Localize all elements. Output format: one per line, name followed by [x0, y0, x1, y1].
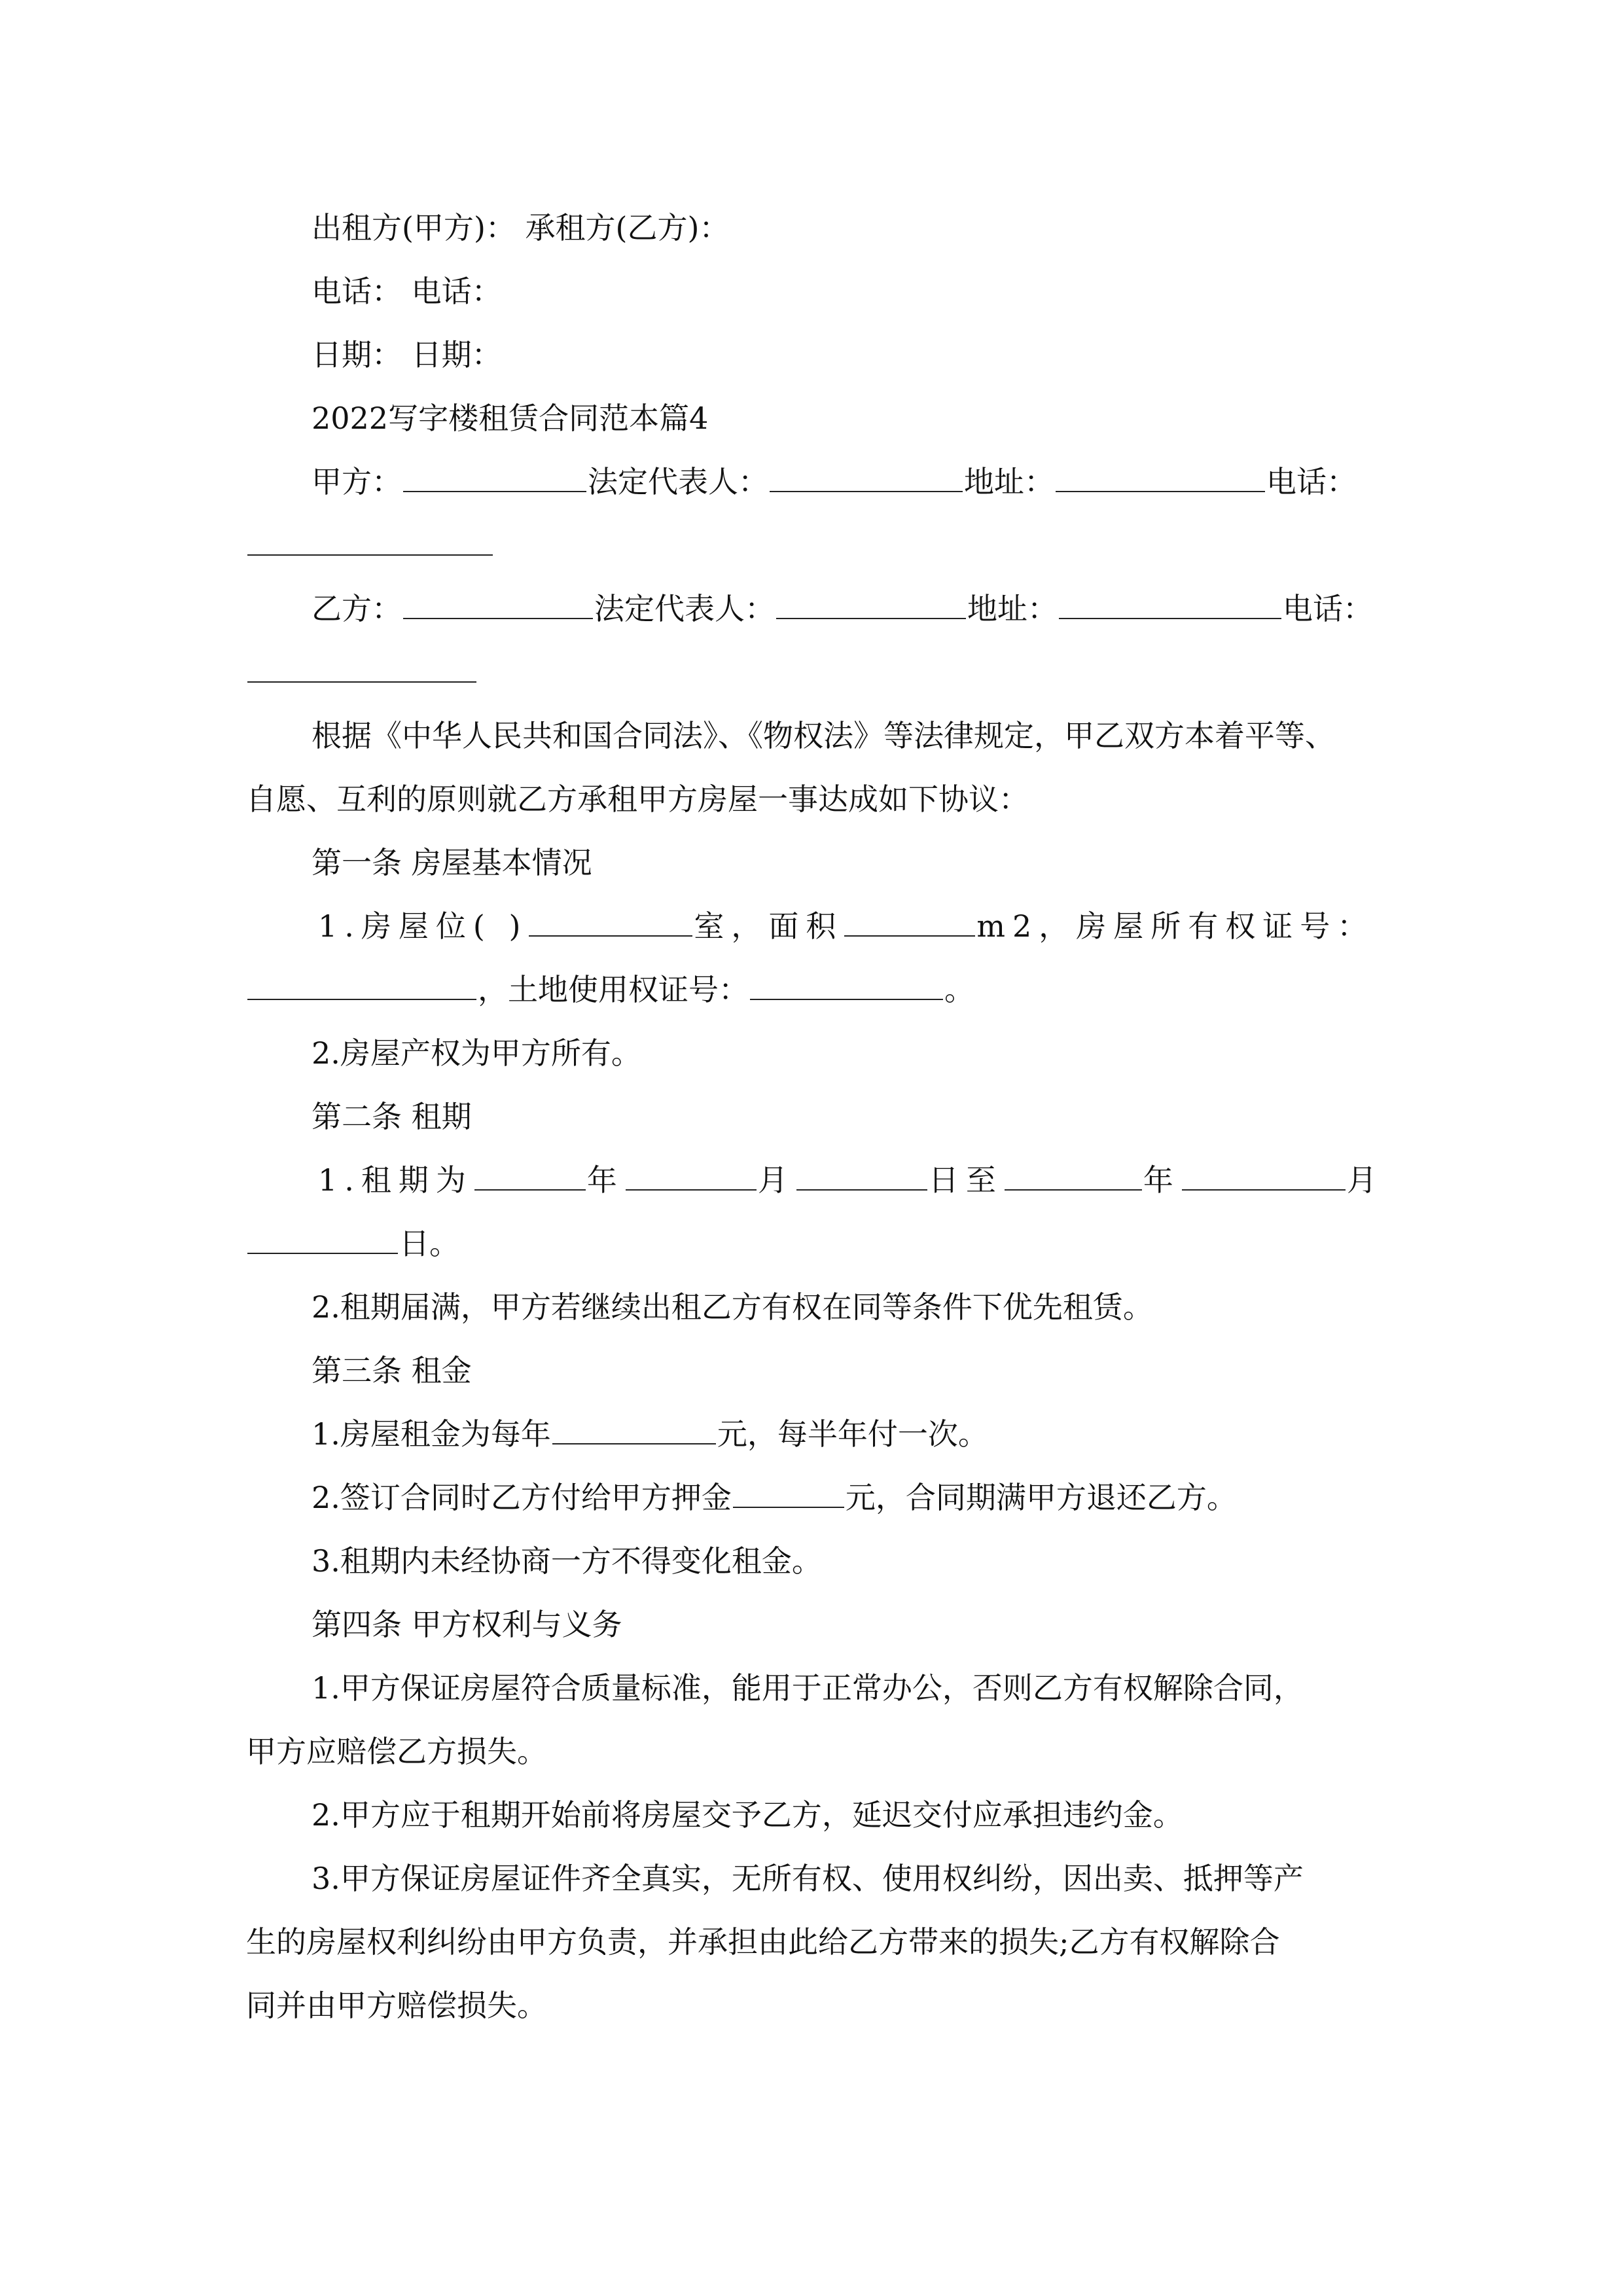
annual-rent-blank	[552, 1409, 716, 1444]
land-cert-label: ，土地使用权证号：	[478, 972, 749, 1007]
article-1-item-2: 2.房屋产权为甲方所有。	[312, 1035, 641, 1071]
term-label: 1.租期为	[318, 1162, 473, 1198]
party-a-addr-label: 地址：	[964, 464, 1054, 499]
party-a-label: 甲方：	[312, 464, 402, 499]
end-day-blank	[247, 1219, 398, 1254]
deposit-refund-text: 元，合同期满甲方退还乙方。	[845, 1480, 1237, 1515]
party-b-tel-blank	[247, 647, 476, 683]
day-label-end: 日。	[399, 1226, 459, 1261]
contract-body	[246, 196, 1398, 2037]
party-a-tel-line	[246, 514, 1398, 577]
article-3-item-1	[246, 1403, 1398, 1466]
party-b-rep-label: 法定代表人：	[594, 591, 775, 626]
article-1-item-1	[246, 895, 1398, 958]
article-4-heading: 第四条 甲方权利与义务	[312, 1607, 622, 1642]
party-a-line	[246, 450, 1398, 514]
party-b-line	[246, 577, 1398, 641]
party-b-tel-line	[246, 641, 1398, 704]
deposit-blank	[733, 1473, 844, 1508]
party-b-addr-blank	[1059, 584, 1281, 619]
article-4-item-3a: 3.甲方保证房屋证件齐全真实，无所有权、使用权纠纷，因出卖、抵押等产	[312, 1861, 1304, 1896]
article-2-item-2: 2.租期届满，甲方若继续出租乙方有权在同等条件下优先租赁。	[312, 1289, 1153, 1325]
party-a-tel-blank	[247, 520, 493, 556]
intro-line-2: 自愿、互利的原则就乙方承租甲方房屋一事达成如下协议：	[246, 781, 1029, 817]
party-a-tel-label: 电话：	[1266, 464, 1357, 499]
article-4-item-1b: 甲方应赔偿乙方损失。	[246, 1734, 547, 1769]
month-label-2: 月	[1346, 1162, 1384, 1198]
start-month-blank	[626, 1155, 757, 1191]
party-b-tel-label: 电话：	[1283, 591, 1373, 626]
article-2-item-1	[246, 1149, 1398, 1212]
ownership-cert-label: m2，房屋所有权证号：	[976, 908, 1375, 944]
area-label: 室，面积	[694, 908, 844, 944]
phone-line: 电话： 电话：	[312, 274, 502, 309]
party-a-addr-blank	[1056, 457, 1265, 492]
section-title: 2022写字楼租赁合同范本篇4	[312, 401, 709, 436]
year-label-2: 年	[1143, 1162, 1181, 1198]
article-1-item-1-cont	[246, 958, 1398, 1022]
start-day-blank	[796, 1155, 927, 1191]
article-3-item-2	[246, 1466, 1398, 1530]
article-3-heading: 第三条 租金	[312, 1353, 472, 1388]
end-year-blank	[1005, 1155, 1142, 1191]
intro-line-1: 根据《中华人民共和国合同法》、《物权法》等法律规定，甲乙双方本着平等、	[312, 718, 1335, 753]
party-b-label: 乙方：	[312, 591, 402, 626]
party-a-rep-label: 法定代表人：	[588, 464, 768, 499]
room-number-blank	[529, 901, 692, 937]
party-b-name-blank	[403, 584, 593, 619]
ownership-cert-blank	[247, 965, 476, 1000]
room-location-label: 1.房屋位( )	[318, 908, 528, 944]
party-a-rep-blank	[770, 457, 963, 492]
article-4-item-1a: 1.甲方保证房屋符合质量标准，能用于正常办公，否则乙方有权解除合同，	[312, 1670, 1304, 1706]
article-1-heading: 第一条 房屋基本情况	[312, 845, 592, 880]
deposit-label: 2.签订合同时乙方付给甲方押金	[312, 1480, 732, 1515]
day-to-label: 日至	[928, 1162, 1003, 1198]
article-4-item-3c: 同并由甲方赔偿损失。	[246, 1988, 547, 2023]
payment-frequency-text: 元，每半年付一次。	[717, 1416, 988, 1452]
date-line: 日期： 日期：	[312, 337, 502, 372]
land-cert-blank	[750, 965, 943, 1000]
year-label-1: 年	[586, 1162, 624, 1198]
period-mark: 。	[944, 972, 974, 1007]
article-4-item-3b: 生的房屋权利纠纷由甲方负责，并承担由此给乙方带来的损失;乙方有权解除合	[246, 1924, 1280, 1960]
end-month-blank	[1182, 1155, 1346, 1191]
start-year-blank	[474, 1155, 586, 1191]
lessor-lessee-line: 出租方(甲方)： 承租方(乙方)：	[312, 210, 730, 245]
party-a-name-blank	[403, 457, 586, 492]
party-b-rep-blank	[776, 584, 966, 619]
article-3-item-3: 3.租期内未经协商一方不得变化租金。	[312, 1543, 822, 1579]
month-label-1: 月	[757, 1162, 795, 1198]
article-2-heading: 第二条 租期	[312, 1099, 472, 1134]
article-2-item-1-cont	[246, 1212, 1398, 1276]
party-b-addr-label: 地址：	[967, 591, 1058, 626]
article-4-item-2: 2.甲方应于租期开始前将房屋交予乙方，延迟交付应承担违约金。	[312, 1797, 1183, 1833]
area-blank	[844, 901, 975, 937]
annual-rent-label: 1.房屋租金为每年	[312, 1416, 551, 1452]
